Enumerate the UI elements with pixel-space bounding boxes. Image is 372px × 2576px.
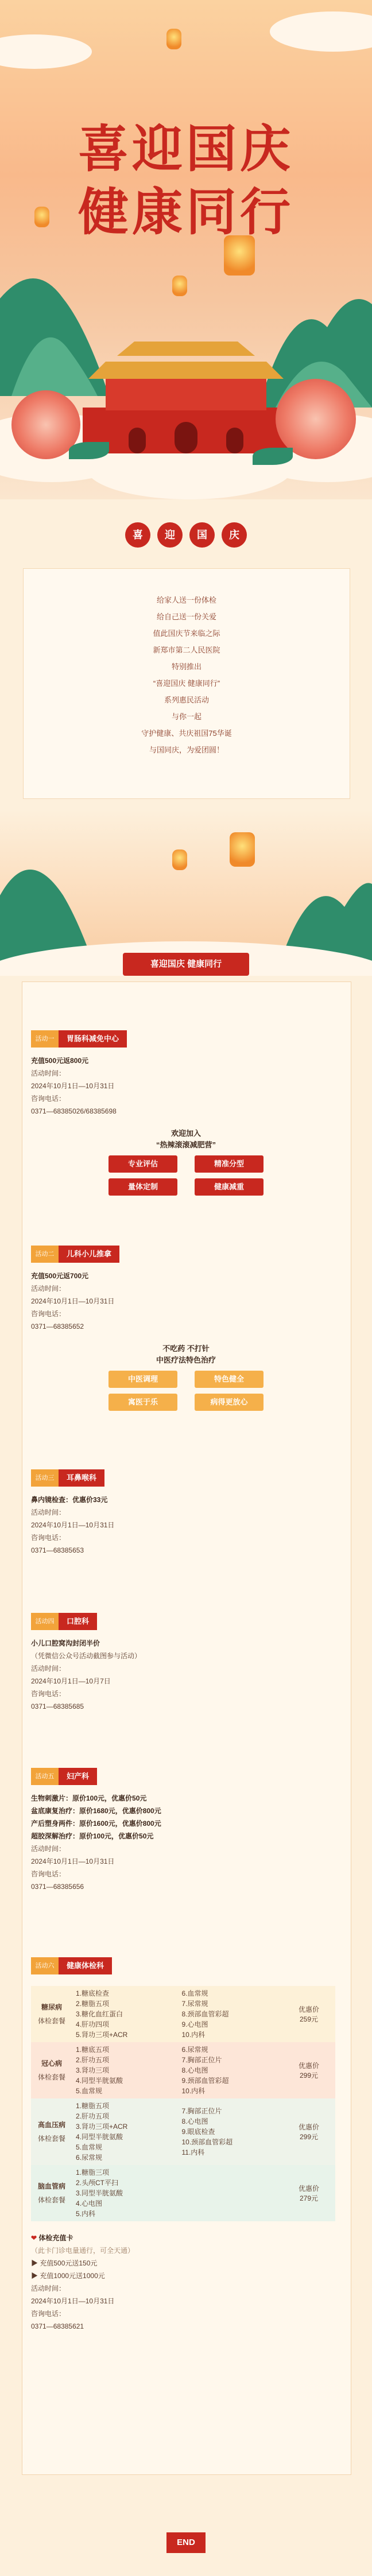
feature-tag: 量体定制 [108,1178,177,1196]
recharge-card-info [31,2232,341,2333]
cloud-decoration [270,11,372,52]
activity-section [31,1469,341,1557]
package-items: 1.糖底检查 2.糖脂五项 3.糖化血红蛋白 4.肝功四项 5.肾功三项+ACR [76,1989,128,2039]
lantern-icon [230,832,255,867]
tag-title: 不吃药 不打针 [162,1344,210,1353]
intro-line: 值此国庆节来临之际 [153,629,220,638]
info-line: 2024年10月1日—10月31日 [31,1857,115,1865]
info-line: 活动时间： [31,1665,66,1673]
recharge-option: ▶ 充值500元送150元 [31,2259,98,2267]
package-items: 1.糖脂五项 2.肝功五项 3.肾功三项+ACR 4.同型半胱氨酸 5.血常规 6.尿常规 [76,2102,128,2162]
activity-info [31,1637,341,1713]
heart-icon: ❤ [31,2234,37,2242]
triangle-icon: ▶ [31,2259,38,2267]
intro-line: 系列惠民活动 [164,696,209,704]
feature-tag: 精准分型 [195,1155,264,1173]
offer-text: 生物刺激片：原价100元，优惠价50元 [31,1794,147,1802]
activity-info [31,1493,341,1557]
hero-title-line1: 喜迎国庆 [78,119,294,179]
package-name: 糖尿病 体检套餐 [37,2003,65,2025]
package-row [31,1986,335,2042]
info-line: 0371—68385656 [31,1883,84,1891]
activity-label [31,1246,341,1263]
hero-title-line2: 健康同行 [78,182,294,242]
activity-section [31,1768,341,1893]
info-line: 2024年10月1日—10月7日 [31,1677,111,1685]
recharge-card-subtitle: （此卡门诊电量通行，可全天通） [31,2247,135,2255]
activity-info [31,1270,341,1333]
lantern-icon [172,849,187,870]
offer-text: 充值500元返800元 [31,1057,89,1065]
lantern-icon [166,29,181,49]
activity-label [31,1957,341,1974]
activity-label [31,1613,341,1630]
checkup-packages-table [31,1986,335,2221]
info-line: （凭微信公众号活动截图参与活动） [31,1652,142,1660]
hero-banner [0,0,372,499]
activity-name: 妇产科 [59,1768,97,1785]
package-price: 优惠价 279元 [298,2185,319,2202]
feature-tag: 中医调理 [108,1371,177,1388]
offer-text: 小儿口腔窝沟封闭半价 [31,1639,100,1647]
info-line: 2024年10月1日—10月31日 [31,1297,115,1305]
offer-text: 超胶深解治疗：原价100元，优惠价50元 [31,1832,154,1840]
package-price: 优惠价 259元 [298,2005,319,2023]
cloud-decoration [0,34,92,69]
activity-info [31,1054,341,1118]
intro-line: 新郑市第二人民医院 [153,646,220,654]
feature-tag: 特色健全 [195,1371,264,1388]
intro-line: 与你一起 [171,712,202,721]
package-name: 脑血管病 体检套餐 [37,2182,65,2204]
info-line: 活动时间： [31,1508,66,1516]
offer-text: 盆底康复治疗：原价1680元，优惠价800元 [31,1807,161,1815]
end-label: END [166,2532,206,2553]
tag-subtitle: 中医疗法特色治疗 [156,1356,216,1364]
activity-number: 活动三 [31,1469,59,1487]
info-line: 咨询电话： [31,2310,66,2318]
recharge-card-title: 体检充值卡 [38,2234,73,2242]
intro-text-box [23,568,350,799]
intro-badges [0,522,372,548]
info-line: 咨询电话： [31,1870,66,1878]
activity-number: 活动四 [31,1613,59,1630]
package-items: 6.血常规 7.尿常规 8.颈部血管彩超 9.心电图 10.内科 [181,1989,229,2039]
info-line: 咨询电话： [31,1690,66,1698]
activity-number: 活动一 [31,1030,59,1048]
activity-label [31,1469,341,1487]
badge-char: 庆 [222,522,247,548]
intro-line: 给自己送一份关爱 [156,612,216,621]
triangle-icon: ▶ [31,2272,38,2280]
decorative-banner [0,809,372,976]
feature-tag: 寓医于乐 [108,1394,177,1411]
peony-flower-illustration [276,379,356,459]
tiananmen-gate-illustration [71,321,301,453]
info-line: 2024年10月1日—10月31日 [31,2297,115,2305]
intro-line: “喜迎国庆 健康同行” [153,679,220,688]
activity-name: 耳鼻喉科 [59,1469,104,1487]
activity-section [31,1030,341,1196]
activity-name: 口腔科 [59,1613,97,1630]
lantern-icon [172,276,187,296]
offer-text: 充值500元返700元 [31,1272,89,1280]
info-line: 活动时间： [31,2284,66,2292]
mountains-illustration [0,809,372,976]
activity-info [31,1792,341,1893]
activity-section [31,1246,341,1411]
info-line: 咨询电话： [31,1095,66,1103]
offer-text: 鼻内镜检查：优惠价33元 [31,1496,108,1504]
package-row [31,2098,335,2165]
package-name: 冠心病 体检套餐 [37,2059,65,2081]
info-line: 0371—68385653 [31,1546,84,1554]
feature-tag: 病得更放心 [195,1394,264,1411]
activity-section [31,1957,341,2333]
package-items: 7.胸部正位片 8.心电图 9.眼底检查 10.颈部血管彩超 11.内科 [181,2107,233,2156]
info-line: 0371—68385685 [31,1702,84,1710]
info-line: 咨询电话： [31,1534,66,1542]
main-section-title: 喜迎国庆 健康同行 [123,953,249,976]
package-price: 优惠价 299元 [298,2123,319,2141]
package-name: 高血压病 体检套餐 [37,2121,65,2143]
package-items: 6.尿常规 7.胸部正位片 8.心电图 9.颈部血管彩超 10.内科 [181,2046,229,2095]
intro-line: 给家人送一份体检 [156,596,216,604]
package-items: 1.糖底五项 2.肝功五项 3.肾功三项 4.同型半胱氨酸 5.血常规 [76,2046,123,2095]
package-row [31,2042,335,2098]
badge-char: 国 [189,522,215,548]
activity-name: 儿科小儿推拿 [59,1246,119,1263]
leaf-decoration [69,442,109,459]
info-line: 2024年10月1日—10月31日 [31,1521,115,1529]
activity-number: 活动六 [31,1957,59,1974]
activity-number: 活动五 [31,1768,59,1785]
info-line: 0371—68385621 [31,2322,84,2330]
feature-tag: 专业评估 [108,1155,177,1173]
activity-label [31,1768,341,1785]
activity-label [31,1030,341,1048]
info-line: 活动时间： [31,1285,66,1293]
tag-title: 欢迎加入 [170,1129,201,1138]
package-items: 1.糖脂三项 2.头颅CT平扫 3.同型半胱氨酸 4.心电图 5.内科 [76,2168,123,2218]
info-line: 0371—68385652 [31,1322,84,1330]
info-line: 活动时间： [31,1845,66,1853]
badge-char: 迎 [157,522,183,548]
activity-name: 健康体检科 [59,1957,112,1974]
activity-section [31,1613,341,1713]
recharge-option: ▶ 充值1000元送1000元 [31,2272,105,2280]
info-line: 活动时间： [31,1069,66,1077]
feature-tags [31,1343,341,1411]
activity-number: 活动二 [31,1246,59,1263]
info-line: 0371—68385026/68385698 [31,1107,117,1115]
tag-subtitle: “热辣滚滚减肥营” [156,1140,216,1149]
activity-name: 胃肠科减免中心 [59,1030,127,1048]
package-row [31,2165,335,2221]
intro-line: 守护健康、共庆祖国75华诞 [141,729,232,738]
badge-char: 喜 [125,522,150,548]
package-price: 优惠价 299元 [298,2062,319,2080]
info-line: 2024年10月1日—10月31日 [31,1082,115,1090]
intro-line: 特别推出 [171,662,202,671]
feature-tags [31,1128,341,1196]
leaf-decoration [253,448,293,465]
intro-line: 与国同庆，为爱团圆！ [149,746,224,754]
info-line: 咨询电话： [31,1310,66,1318]
feature-tag: 健康减重 [195,1178,264,1196]
offer-text: 产后塑身两件：原价1600元，优惠价800元 [31,1820,161,1828]
